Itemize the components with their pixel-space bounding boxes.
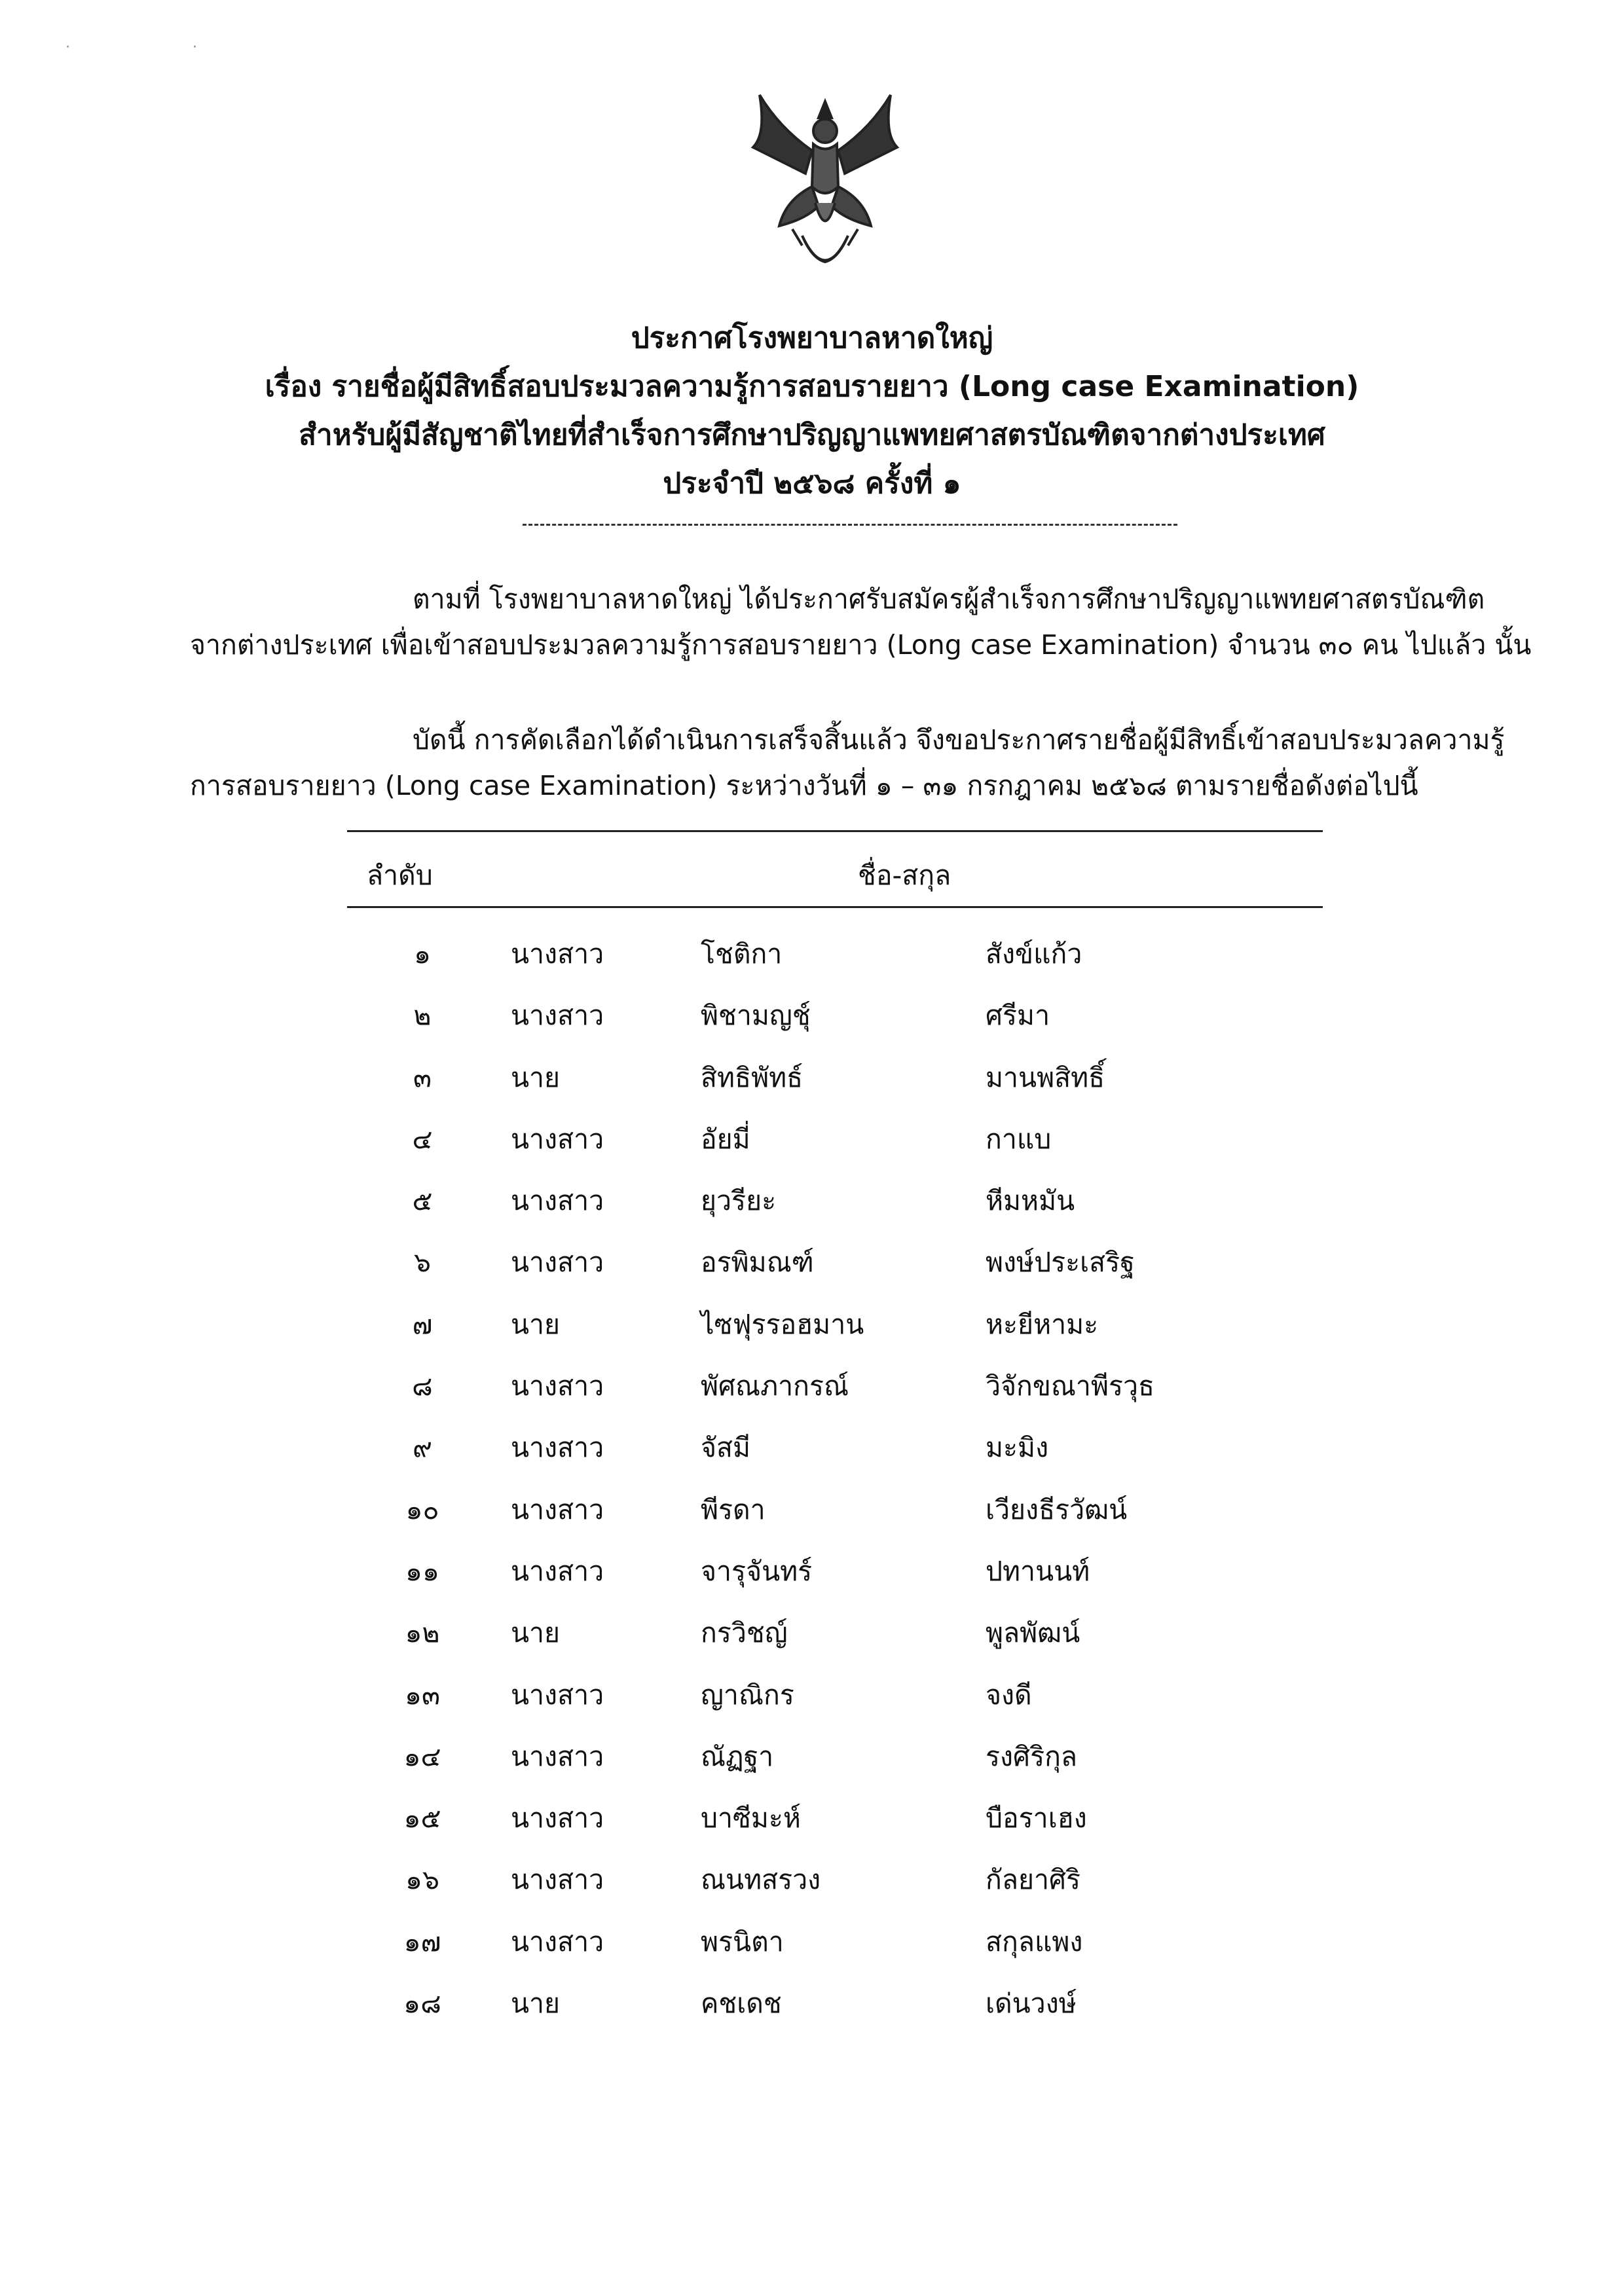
row-title: นางสาว bbox=[511, 1555, 604, 1587]
row-number: ๗ bbox=[412, 1308, 433, 1340]
row-number: ๑๒ bbox=[405, 1617, 440, 1649]
row-first-name: คชเดช bbox=[701, 1988, 782, 2020]
row-first-name: บาซีมะห์ bbox=[701, 1802, 801, 1834]
table-row bbox=[0, 1479, 1624, 1540]
row-first-name: ญาณิกร bbox=[701, 1679, 794, 1711]
row-first-name: พิชามญชุ์ bbox=[701, 1000, 811, 1032]
row-first-name: ณัฏฐา bbox=[701, 1740, 774, 1772]
column-header-order: ลำดับ bbox=[367, 860, 433, 891]
row-number: ๑๓ bbox=[404, 1679, 441, 1711]
row-last-name: จงดี bbox=[986, 1679, 1032, 1711]
candidate-table-body bbox=[0, 923, 1624, 2034]
row-last-name: บือราเฮง bbox=[986, 1802, 1087, 1834]
table-row bbox=[0, 1355, 1624, 1417]
row-last-name: เด่นวงษ์ bbox=[986, 1988, 1077, 2020]
row-title: นางสาว bbox=[511, 1740, 604, 1772]
row-title: นางสาว bbox=[511, 1802, 604, 1834]
garuda-emblem-icon bbox=[740, 88, 910, 285]
table-row bbox=[0, 1047, 1624, 1108]
row-first-name: พีรดา bbox=[701, 1493, 766, 1525]
column-header-name: ชื่อ-สกุล bbox=[858, 860, 951, 891]
table-row bbox=[0, 1726, 1624, 1787]
row-title: นางสาว bbox=[511, 1000, 604, 1032]
paragraph-result-line-1: บัดนี้ การคัดเลือกได้ดำเนินการเสร็จสิ้นแล้ว จึงขอประกาศรายชื่อผู้มีสิทธิ์เข้าสอบประมวลความรู้ bbox=[413, 724, 1505, 756]
row-first-name: พรนิตา bbox=[701, 1925, 784, 1958]
row-number: ๑๖ bbox=[405, 1864, 440, 1896]
row-title: นางสาว bbox=[511, 1370, 604, 1402]
row-number: ๑๗ bbox=[403, 1925, 441, 1958]
row-last-name: กัลยาศิริ bbox=[986, 1864, 1081, 1896]
table-row bbox=[0, 1849, 1624, 1910]
row-last-name: เวียงธีรวัฒน์ bbox=[986, 1493, 1128, 1525]
row-title: นางสาว bbox=[511, 1185, 604, 1217]
row-last-name: พูลพัฒน์ bbox=[986, 1617, 1080, 1649]
row-first-name: อัยมี่ bbox=[701, 1123, 750, 1155]
table-row bbox=[0, 985, 1624, 1046]
table-row bbox=[0, 1973, 1624, 2034]
row-last-name: ปทานนท์ bbox=[986, 1555, 1090, 1587]
row-title: นางสาว bbox=[511, 1123, 604, 1155]
row-number: ๑ bbox=[413, 938, 432, 970]
row-title: นางสาว bbox=[511, 1679, 604, 1711]
row-first-name: จัสมี bbox=[701, 1432, 751, 1464]
table-row bbox=[0, 1170, 1624, 1231]
announcement-subject: เรื่อง รายชื่อผู้มีสิทธิ์สอบประมวลความรู้การสอบรายยาว (Long case Examination) bbox=[265, 370, 1359, 403]
row-first-name: จารุจันทร์ bbox=[701, 1555, 813, 1587]
row-number: ๑๕ bbox=[403, 1802, 441, 1834]
row-title: นางสาว bbox=[511, 1925, 604, 1958]
table-row bbox=[0, 1911, 1624, 1973]
row-first-name: ยุวรียะ bbox=[701, 1185, 777, 1217]
row-title: นางสาว bbox=[511, 938, 604, 970]
announcement-audience: สำหรับผู้มีสัญชาติไทยที่สำเร็จการศึกษาปริญญาแพทยศาสตรบัณฑิตจากต่างประเทศ bbox=[299, 418, 1325, 452]
row-title: นาย bbox=[511, 1617, 561, 1649]
row-first-name: สิทธิพัทธ์ bbox=[701, 1061, 803, 1093]
row-number: ๖ bbox=[413, 1247, 432, 1279]
row-number: ๑๔ bbox=[403, 1740, 441, 1772]
row-number: ๑๘ bbox=[403, 1988, 441, 2020]
paragraph-intro-line-1: ตามที่ โรงพยาบาลหาดใหญ่ ได้ประกาศรับสมัครผู้สำเร็จการศึกษาปริญญาแพทยศาสตรบัณฑิต bbox=[413, 583, 1485, 615]
row-last-name: หะยีหามะ bbox=[986, 1308, 1099, 1340]
row-last-name: สังข์แก้ว bbox=[986, 938, 1082, 970]
announcement-header bbox=[0, 314, 1624, 508]
dashed-divider bbox=[523, 524, 1177, 526]
row-title: นาย bbox=[511, 1988, 561, 2020]
row-last-name: มานพสิทธิ์ bbox=[986, 1061, 1105, 1093]
row-number: ๑๑ bbox=[405, 1555, 440, 1587]
table-header-rule bbox=[347, 906, 1323, 908]
row-title: นาย bbox=[511, 1308, 561, 1340]
paragraph-intro-line-2: จากต่างประเทศ เพื่อเข้าสอบประมวลความรู้การสอบรายยาว (Long case Examination) จำนวน ๓๐ คน ไปแล้ว นั้น bbox=[190, 629, 1532, 661]
table-row bbox=[0, 1664, 1624, 1726]
row-title: นางสาว bbox=[511, 1247, 604, 1279]
paragraph-result bbox=[190, 717, 1505, 809]
row-first-name: พัศณภากรณ์ bbox=[701, 1370, 849, 1402]
row-number: ๔ bbox=[412, 1123, 433, 1155]
row-last-name: กาแบ bbox=[986, 1123, 1052, 1155]
row-last-name: หีมหมัน bbox=[986, 1185, 1075, 1217]
row-title: นางสาว bbox=[511, 1432, 604, 1464]
table-row bbox=[0, 1787, 1624, 1849]
row-last-name: ศรีมา bbox=[986, 1000, 1050, 1032]
table-top-rule bbox=[347, 830, 1323, 832]
row-number: ๙ bbox=[412, 1432, 433, 1464]
paragraph-intro bbox=[190, 576, 1532, 668]
row-title: นางสาว bbox=[511, 1493, 604, 1525]
table-row bbox=[0, 1108, 1624, 1170]
row-last-name: วิจักขณาพีรวุธ bbox=[986, 1370, 1155, 1402]
row-title: นาย bbox=[511, 1061, 561, 1093]
row-number: ๓ bbox=[413, 1061, 432, 1093]
row-last-name: มะมิง bbox=[986, 1432, 1049, 1464]
paragraph-result-line-2: การสอบรายยาว (Long case Examination) ระหว่างวันที่ ๑ – ๓๑ กรกฎาคม ๒๕๖๘ ตามรายชื่อดังต่อไปนี้ bbox=[190, 770, 1418, 801]
row-first-name: ไซฟุรรอฮมาน bbox=[701, 1308, 864, 1340]
row-last-name: รงศิริกุล bbox=[986, 1740, 1078, 1772]
row-number: ๑๐ bbox=[405, 1493, 439, 1525]
row-first-name: ณนทสรวง bbox=[701, 1864, 821, 1896]
table-row bbox=[0, 1602, 1624, 1664]
row-number: ๒ bbox=[413, 1000, 432, 1032]
table-row bbox=[0, 1540, 1624, 1602]
table-row bbox=[0, 1417, 1624, 1478]
scan-specks: · · bbox=[65, 39, 256, 56]
announcement-issuer: ประกาศโรงพยาบาลหาดใหญ่ bbox=[631, 321, 993, 355]
table-row bbox=[0, 1294, 1624, 1355]
table-row bbox=[0, 1231, 1624, 1293]
row-number: ๘ bbox=[412, 1370, 433, 1402]
row-title: นางสาว bbox=[511, 1864, 604, 1896]
row-number: ๕ bbox=[412, 1185, 433, 1217]
announcement-year-round: ประจำปี ๒๕๖๘ ครั้งที่ ๑ bbox=[663, 467, 961, 500]
row-last-name: พงษ์ประเสริฐ bbox=[986, 1247, 1135, 1279]
row-last-name: สกุลแพง bbox=[986, 1925, 1083, 1958]
row-first-name: อรพิมณฑ์ bbox=[701, 1247, 814, 1279]
row-first-name: กรวิชญ์ bbox=[701, 1617, 788, 1649]
row-first-name: โชติกา bbox=[701, 938, 783, 970]
table-row bbox=[0, 923, 1624, 985]
